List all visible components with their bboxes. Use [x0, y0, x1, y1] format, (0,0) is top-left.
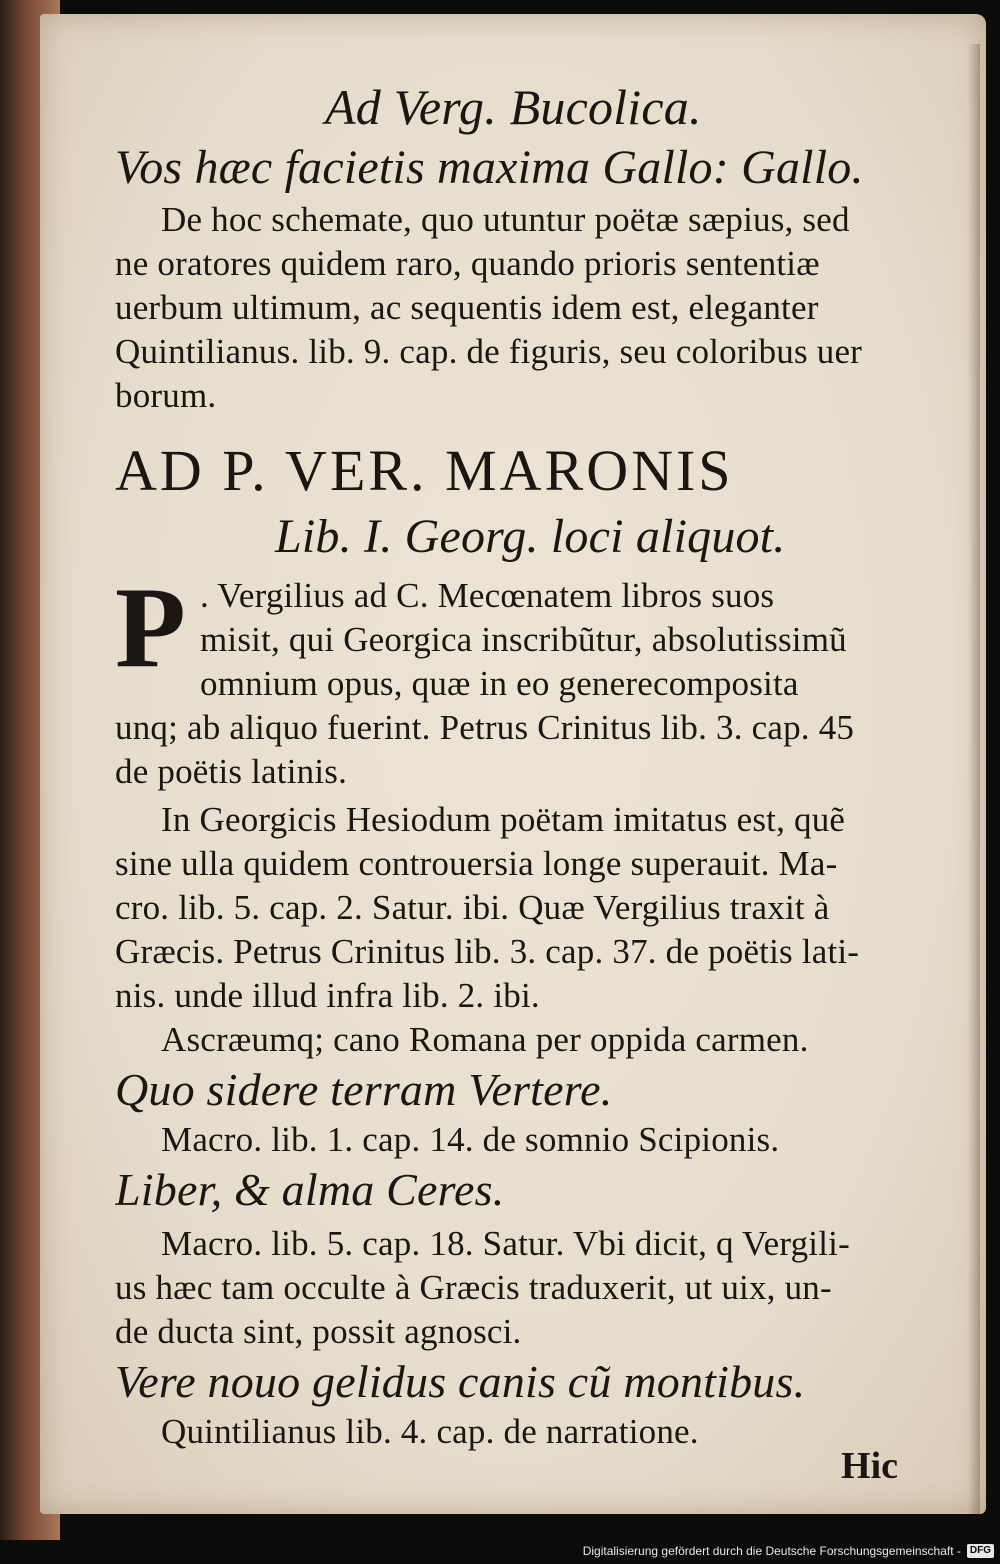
catchword: Hic — [841, 1445, 898, 1487]
text-line: Græcis. Petrus Crinitus lib. 3. cap. 37. de poëtis lati- — [115, 932, 860, 971]
book-page — [40, 14, 986, 1514]
text-line: . Vergilius ad C. Mecœnatem libros suos — [200, 576, 775, 615]
heading-maronis: AD P. VER. MARONIS — [115, 438, 734, 503]
verse-ascraeum: Ascræumq; cano Romana per oppida carmen. — [161, 1020, 809, 1059]
subheading-georgica: Lib. I. Georg. loci aliquot. — [275, 510, 786, 563]
text-line: In Georgicis Hesiodum poëtam imitatus est, quẽ — [161, 800, 846, 839]
paragraph-macrobius — [115, 1222, 975, 1354]
credit-text: Digitalisierung gefördert durch die Deutsche Forschungsgemeinschaft - — [582, 1544, 961, 1558]
text-line: Quintilianus. lib. 9. cap. de figuris, seu coloribus uer — [115, 332, 863, 371]
drop-cap-initial: P — [115, 574, 186, 692]
heading-liber-ceres: Liber, & alma Ceres. — [115, 1164, 505, 1215]
heading-quo-sidere: Quo sidere terram Vertere. — [115, 1064, 613, 1115]
text-line: misit, qui Georgica inscribũtur, absolutissimũ — [200, 620, 847, 659]
text-line: us hæc tam occulte à Græcis traduxerit, ut uix, un- — [115, 1268, 832, 1307]
text-line: omnium opus, quæ in eo generecomposita — [200, 664, 799, 703]
text-line: ne oratores quidem raro, quando prioris sententiæ — [115, 244, 820, 283]
dfg-logo: DFG — [967, 1544, 994, 1558]
verse-bucolica: Vos hæc facietis maxima Gallo: Gallo. — [115, 141, 864, 194]
heading-vere-nouo: Vere nouo gelidus canis cũ montibus. — [115, 1356, 806, 1407]
paragraph-georgicis — [115, 798, 975, 1018]
text-line: borum. — [115, 376, 217, 415]
reference-quintilianus: Quintilianus lib. 4. cap. de narratione. — [161, 1412, 699, 1451]
digitization-credit — [583, 1542, 994, 1560]
text-line: Macro. lib. 5. cap. 18. Satur. Vbi dicit, q Vergili- — [161, 1224, 850, 1263]
text-line: unq; ab aliquo fuerint. Petrus Crinitus lib. 3. cap. 45 — [115, 708, 855, 747]
text-line: De hoc schemate, quo utuntur poëtæ sæpius, sed — [161, 200, 850, 239]
page-text — [115, 76, 975, 1454]
paragraph-vergilius — [115, 574, 975, 706]
text-line: de ducta sint, possit agnosci. — [115, 1312, 522, 1351]
text-line: uerbum ultimum, ac sequentis idem est, eleganter — [115, 288, 819, 327]
text-line: sine ulla quidem controuersia longe superauit. Ma- — [115, 844, 838, 883]
reference-macrobius: Macro. lib. 1. cap. 14. de somnio Scipionis. — [161, 1120, 780, 1159]
text-line: nis. unde illud infra lib. 2. ibi. — [115, 976, 540, 1015]
paragraph-schema — [115, 198, 975, 418]
heading-bucolica: Ad Verg. Bucolica. — [325, 79, 702, 135]
text-line: cro. lib. 5. cap. 2. Satur. ibi. Quæ Vergilius traxit à — [115, 888, 830, 927]
text-line: de poëtis latinis. — [115, 752, 348, 791]
